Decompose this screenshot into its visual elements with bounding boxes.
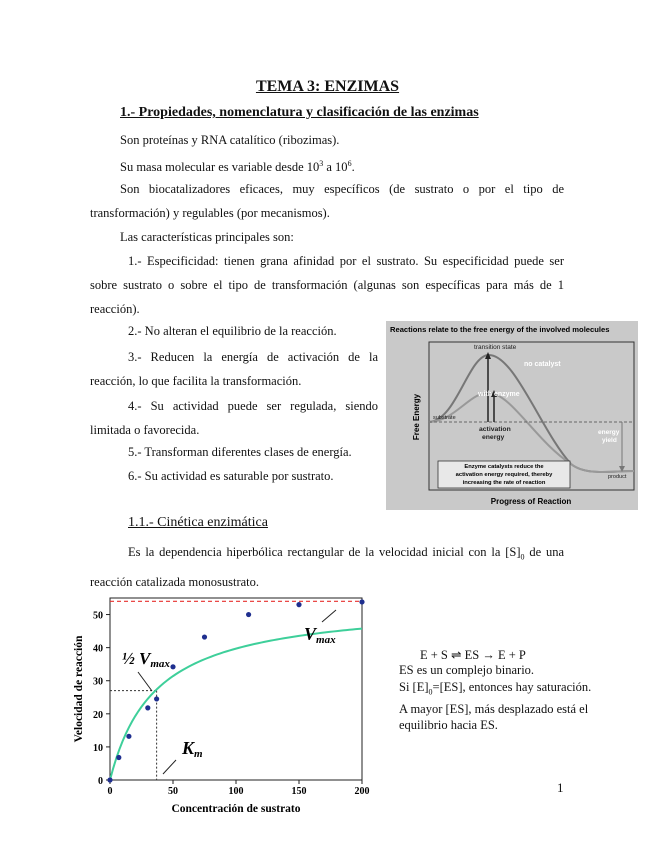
- vmax-label: Vmax: [304, 624, 336, 646]
- note-2: Si $[E]_0=[ES]$, entonces hay saturación.: [399, 679, 592, 696]
- data-point: [116, 755, 121, 760]
- energy-y-label: Free Energy: [412, 393, 421, 441]
- reaction-equation: E + S ⇌ ES → E + P: [420, 648, 526, 662]
- data-point: [359, 599, 364, 604]
- data-point: [154, 696, 159, 701]
- energy-caption-1: Enzyme catalysts reduce the: [464, 464, 544, 470]
- substrate-label: substrate: [433, 415, 456, 421]
- characteristic-3: 3.- Reducen la energía de activación de la reacción, lo que facilita la transformación.: [90, 350, 378, 388]
- energy-caption-2: activation energy required, thereby: [455, 472, 553, 478]
- y-tick-label-50: 50: [93, 610, 103, 622]
- page-title: TEMA 3: ENZIMAS: [255, 78, 400, 95]
- y-tick-label-20: 20: [93, 709, 103, 721]
- subsection-heading: 1.1.- Cinética enzimática: [128, 515, 268, 530]
- energy-x-label: Progress of Reaction: [490, 497, 572, 506]
- paragraph-2: Su masa molecular es variable desde $10^3$ a $10^6$.: [120, 159, 355, 175]
- product-label: product: [608, 474, 627, 480]
- characteristic-2: 2.- No alteran el equilibrio de la reacción.: [128, 324, 337, 338]
- energy-diagram-title: Reactions relate to the free energy of the involved molecules: [390, 325, 610, 334]
- x-tick-label-100: 100: [228, 786, 244, 797]
- x-tick-label-200: 200: [354, 786, 370, 797]
- data-point: [296, 602, 301, 607]
- x-tick-label-50: 50: [168, 786, 178, 797]
- characteristic-5: 5.- Transforman diferentes clases de energía.: [128, 445, 352, 459]
- energy-yield-label-2: yield: [602, 437, 617, 444]
- characteristic-6: 6.- Su actividad es saturable por sustrato.: [128, 469, 334, 483]
- energy-caption-3: increasing the rate of reaction: [462, 480, 546, 486]
- paragraph-1: Son proteínas y RNA catalítico (ribozimas).: [120, 133, 340, 147]
- x-tick-label-150: 150: [291, 786, 307, 797]
- with-enzyme-label: with enzyme: [478, 391, 520, 398]
- y-tick-label-10: 10: [93, 742, 103, 754]
- characteristic-4: 4.- Su actividad puede ser regulada, siendo limitada o favorecida.: [90, 399, 378, 437]
- y-ticks: [93, 611, 110, 787]
- energy-yield-label-1: energy: [598, 429, 620, 436]
- chart-y-label: Velocidad de reacción: [73, 635, 85, 743]
- note-3: A mayor [ES], más desplazado está el equilibrio hacia ES.: [399, 701, 589, 732]
- y-tick-label-30: 30: [93, 676, 103, 688]
- y-tick-label-40: 40: [93, 643, 103, 655]
- data-point: [246, 612, 251, 617]
- no-catalyst-label: no catalyst: [524, 361, 561, 368]
- paragraph-4: Las características principales son:: [120, 230, 294, 244]
- kinetics-chart: [60, 592, 380, 822]
- data-point: [145, 705, 150, 710]
- data-point: [202, 634, 207, 639]
- chart-x-label: Concentración de sustrato: [171, 803, 301, 815]
- transition-state-label: transition state: [474, 344, 517, 351]
- data-point: [107, 777, 112, 782]
- x-tick-label-0: 0: [107, 786, 113, 797]
- energy-diagram-figure: [386, 321, 638, 510]
- section-heading: 1.- Propiedades, nomenclatura y clasificación de las enzimas: [120, 105, 479, 120]
- data-point: [126, 734, 131, 739]
- chart-frame: [110, 598, 362, 780]
- energy-diagram: [386, 321, 638, 510]
- x-ticks: [108, 780, 370, 797]
- data-point: [170, 664, 175, 669]
- kinetics-paragraph: Es la dependencia hiperbólica rectangular de la velocidad inicial con la $[S]_0$ de una reacción catalizada monosustrato.: [90, 545, 564, 589]
- km-label: Km: [182, 738, 203, 760]
- y-tick-label-0: 0: [98, 776, 103, 787]
- activation-label: activation: [479, 426, 511, 433]
- note-1: ES es un complejo binario.: [399, 663, 535, 677]
- characteristic-1: 1.- Especificidad: tienen grana afinidad por el sustrato. Su especificidad puede ser sobre sustrato o sobre el tipo de transformación (algunas son específicas para más de 1 reacción).: [90, 254, 564, 316]
- page-number: 1: [557, 780, 564, 795]
- paragraph-3: Son biocatalizadores eficaces, muy específicos (de sustrato o por el tipo de transformación) y regulables (por mecanismos).: [90, 182, 564, 220]
- kinetics-notes: [399, 662, 624, 734]
- activation-energy-label: energy: [482, 434, 505, 441]
- half-vmax-label: ½ Vmax: [122, 649, 170, 670]
